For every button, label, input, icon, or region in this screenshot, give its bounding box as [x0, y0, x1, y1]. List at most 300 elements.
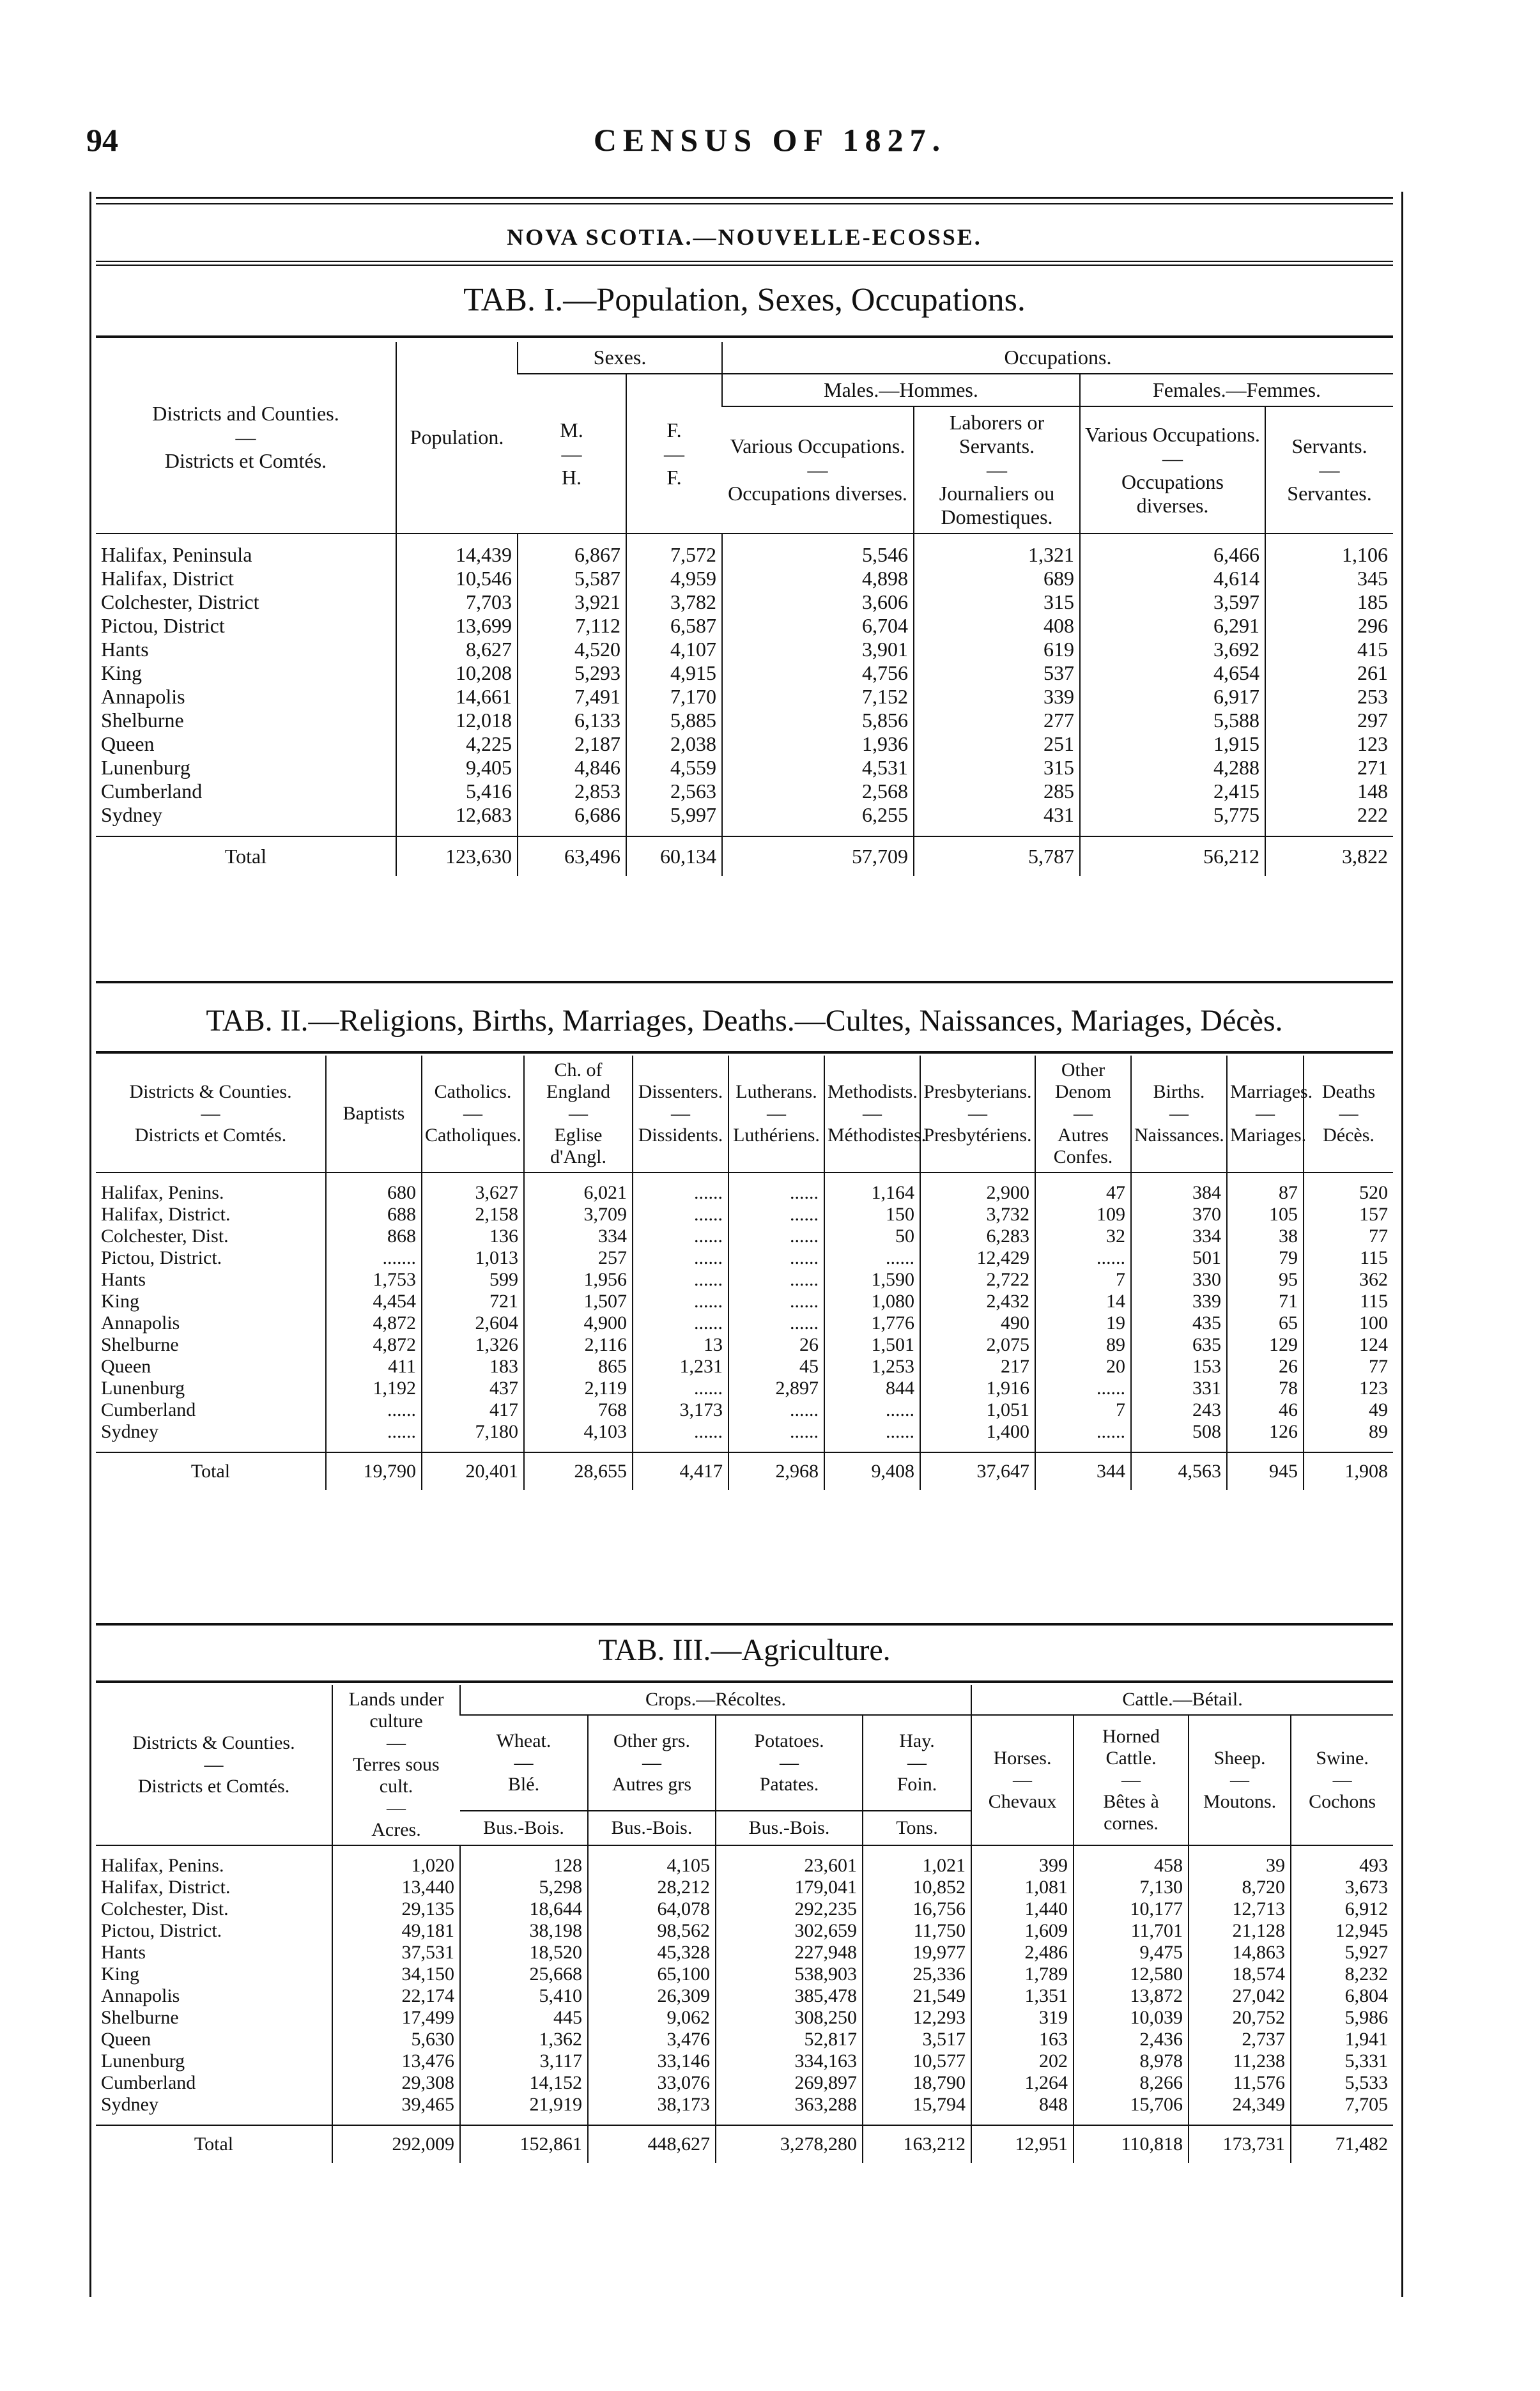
value-cell: 1,956: [524, 1269, 633, 1291]
value-cell: 251: [914, 732, 1080, 756]
value-cell: 5,588: [1080, 709, 1265, 732]
value-cell: 339: [1131, 1291, 1227, 1312]
value-cell: 8,978: [1074, 2050, 1189, 2072]
tab1-various-header: Various Occupations. — Occupations diverses.: [722, 406, 914, 534]
value-cell: .......: [326, 1247, 422, 1269]
value-cell: 431: [914, 803, 1080, 836]
value-cell: 18,790: [863, 2072, 971, 2094]
value-cell: 1,106: [1265, 534, 1393, 567]
tab1-district-header: Districts and Counties. — Districts et Comtés.: [96, 342, 396, 534]
total-value: 1,908: [1304, 1452, 1393, 1490]
value-cell: ......: [728, 1399, 824, 1421]
table-row: [96, 590, 1393, 614]
tab3-crops-header: Crops.—Récoltes.: [460, 1685, 971, 1715]
table-row: [96, 1964, 1393, 1985]
value-cell: 5,775: [1080, 803, 1265, 836]
table-row: [96, 1247, 1393, 1269]
value-cell: 1,192: [326, 1378, 422, 1399]
total-value: 63,496: [518, 836, 626, 876]
value-cell: 5,416: [396, 780, 518, 803]
value-cell: 2,436: [1074, 2029, 1189, 2050]
value-cell: 21,128: [1189, 1920, 1291, 1942]
district-name-cell: Halifax, District: [101, 567, 234, 590]
table-row: [96, 1378, 1393, 1399]
tab3-title: TAB. III.—Agriculture.: [598, 1633, 891, 1667]
table-row: [96, 567, 1393, 590]
value-cell: 7,572: [626, 534, 722, 567]
table-row: [96, 1985, 1393, 2007]
value-cell: 1,264: [971, 2072, 1074, 2094]
value-cell: 411: [326, 1356, 422, 1378]
value-cell: 6,021: [524, 1172, 633, 1204]
value-cell: 5,927: [1291, 1942, 1393, 1964]
value-cell: 15,794: [863, 2094, 971, 2125]
value-cell: 243: [1131, 1399, 1227, 1421]
district-name-cell: King: [101, 1964, 139, 1985]
district-name-cell: Annapolis: [101, 1312, 180, 1334]
value-cell: 148: [1265, 780, 1393, 803]
table-row: [96, 1226, 1393, 1247]
value-cell: 150: [824, 1204, 920, 1226]
value-cell: 3,732: [920, 1204, 1035, 1226]
value-cell: 13,699: [396, 614, 518, 638]
table-row: [96, 2050, 1393, 2072]
value-cell: 5,630: [332, 2029, 460, 2050]
table-row: [96, 1356, 1393, 1378]
value-cell: 89: [1304, 1421, 1393, 1452]
value-cell: 153: [1131, 1356, 1227, 1378]
value-cell: 105: [1227, 1204, 1304, 1226]
total-label: Total: [96, 1452, 326, 1490]
value-cell: 38,173: [588, 2094, 716, 2125]
value-cell: ......: [1035, 1247, 1131, 1269]
value-cell: ......: [728, 1226, 824, 1247]
value-cell: 37,531: [332, 1942, 460, 1964]
value-cell: 129: [1227, 1334, 1304, 1356]
value-cell: 33,146: [588, 2050, 716, 2072]
value-cell: 1,013: [422, 1247, 524, 1269]
district-name-cell: Cumberland: [101, 2072, 196, 2093]
value-cell: 384: [1131, 1172, 1227, 1204]
value-cell: 4,105: [588, 1845, 716, 1877]
district-name-cell: Sydney: [101, 803, 162, 826]
tab2-column-header: Other Denom — Autres Confes.: [1035, 1056, 1131, 1172]
value-cell: 65: [1227, 1312, 1304, 1334]
running-title: CENSUS OF 1827.: [593, 122, 947, 158]
value-cell: 12,293: [863, 2007, 971, 2029]
value-cell: 5,410: [460, 1985, 588, 2007]
value-cell: ......: [728, 1291, 824, 1312]
value-cell: 50: [824, 1226, 920, 1247]
value-cell: 12,018: [396, 709, 518, 732]
value-cell: 6,255: [722, 803, 914, 836]
value-cell: 865: [524, 1356, 633, 1378]
table-row: [96, 756, 1393, 780]
value-cell: 136: [422, 1226, 524, 1247]
total-row: [96, 836, 1393, 876]
tab3-potatoes-unit: Bus.-Bois.: [716, 1811, 863, 1845]
value-cell: 1,362: [460, 2029, 588, 2050]
value-cell: 261: [1265, 661, 1393, 685]
value-cell: 29,135: [332, 1898, 460, 1920]
value-cell: 6,466: [1080, 534, 1265, 567]
value-cell: 10,177: [1074, 1898, 1189, 1920]
value-cell: 10,546: [396, 567, 518, 590]
total-value: 163,212: [863, 2125, 971, 2163]
value-cell: 271: [1265, 756, 1393, 780]
value-cell: 3,173: [633, 1399, 728, 1421]
value-cell: ......: [824, 1421, 920, 1452]
value-cell: 1,051: [920, 1399, 1035, 1421]
tab2-column-header: Catholics. — Catholiques.: [422, 1056, 524, 1172]
value-cell: 6,587: [626, 614, 722, 638]
value-cell: 98,562: [588, 1920, 716, 1942]
value-cell: 12,580: [1074, 1964, 1189, 1985]
value-cell: 5,856: [722, 709, 914, 732]
value-cell: 6,804: [1291, 1985, 1393, 2007]
tab1-m-header: M. — H.: [518, 374, 626, 534]
value-cell: 4,846: [518, 756, 626, 780]
value-cell: 20,752: [1189, 2007, 1291, 2029]
value-cell: 222: [1265, 803, 1393, 836]
value-cell: 3,673: [1291, 1877, 1393, 1898]
table-row: [96, 709, 1393, 732]
total-value: 292,009: [332, 2125, 460, 2163]
table-row: [96, 780, 1393, 803]
tab2-column-header: Dissenters. — Dissidents.: [633, 1056, 728, 1172]
value-cell: ......: [633, 1172, 728, 1204]
tab1-servants-header: Servants. — Servantes.: [1265, 406, 1393, 534]
total-value: 2,968: [728, 1452, 824, 1490]
value-cell: 7,705: [1291, 2094, 1393, 2125]
value-cell: ......: [633, 1204, 728, 1226]
value-cell: 100: [1304, 1312, 1393, 1334]
district-name-cell: Queen: [101, 732, 155, 755]
value-cell: 302,659: [716, 1920, 863, 1942]
value-cell: 1,776: [824, 1312, 920, 1334]
value-cell: ......: [824, 1247, 920, 1269]
value-cell: 14,863: [1189, 1942, 1291, 1964]
value-cell: 1,231: [633, 1356, 728, 1378]
value-cell: 680: [326, 1172, 422, 1204]
value-cell: 3,117: [460, 2050, 588, 2072]
value-cell: 38: [1227, 1226, 1304, 1247]
total-row: [96, 2125, 1393, 2163]
total-value: 28,655: [524, 1452, 633, 1490]
value-cell: 14,439: [396, 534, 518, 567]
value-cell: 4,756: [722, 661, 914, 685]
tab1-occupations-header: Occupations.: [722, 342, 1393, 374]
value-cell: 27,042: [1189, 1985, 1291, 2007]
value-cell: 868: [326, 1226, 422, 1247]
value-cell: 13,872: [1074, 1985, 1189, 2007]
value-cell: 296: [1265, 614, 1393, 638]
value-cell: 18,644: [460, 1898, 588, 1920]
value-cell: 4,654: [1080, 661, 1265, 685]
value-cell: 2,415: [1080, 780, 1265, 803]
value-cell: 9,475: [1074, 1942, 1189, 1964]
tab2-column-header: Lutherans. — Luthériens.: [728, 1056, 824, 1172]
value-cell: 16,756: [863, 1898, 971, 1920]
value-cell: 285: [914, 780, 1080, 803]
table-row: [96, 803, 1393, 836]
table-row: [96, 1172, 1393, 1204]
value-cell: 13: [633, 1334, 728, 1356]
value-cell: 490: [920, 1312, 1035, 1334]
district-name-cell: Sydney: [101, 1421, 158, 1442]
table-row: [96, 638, 1393, 661]
value-cell: 3,476: [588, 2029, 716, 2050]
value-cell: 3,627: [422, 1172, 524, 1204]
table-row: [96, 1877, 1393, 1898]
value-cell: 7: [1035, 1269, 1131, 1291]
value-cell: 334,163: [716, 2050, 863, 2072]
value-cell: 10,852: [863, 1877, 971, 1898]
table-row: [96, 1269, 1393, 1291]
value-cell: 39: [1189, 1845, 1291, 1877]
value-cell: 4,454: [326, 1291, 422, 1312]
value-cell: ......: [728, 1421, 824, 1452]
value-cell: 2,038: [626, 732, 722, 756]
tab3-cattle-header: Cattle.—Bétail.: [971, 1685, 1393, 1715]
value-cell: 3,921: [518, 590, 626, 614]
value-cell: 19: [1035, 1312, 1131, 1334]
value-cell: 4,959: [626, 567, 722, 590]
value-cell: 599: [422, 1269, 524, 1291]
value-cell: 370: [1131, 1204, 1227, 1226]
value-cell: 635: [1131, 1334, 1227, 1356]
tab2-rule: [96, 1051, 1393, 1054]
value-cell: 38,198: [460, 1920, 588, 1942]
value-cell: 4,288: [1080, 756, 1265, 780]
value-cell: 2,119: [524, 1378, 633, 1399]
tab2-title: TAB. II.—Religions, Births, Marriages, Deaths.—Cultes, Naissances, Mariages, Décès.: [206, 1004, 1283, 1038]
value-cell: 721: [422, 1291, 524, 1312]
value-cell: 12,945: [1291, 1920, 1393, 1942]
value-cell: 95: [1227, 1269, 1304, 1291]
value-cell: 4,900: [524, 1312, 633, 1334]
total-value: 945: [1227, 1452, 1304, 1490]
value-cell: 227,948: [716, 1942, 863, 1964]
value-cell: 89: [1035, 1334, 1131, 1356]
value-cell: 4,107: [626, 638, 722, 661]
tab1-body: [96, 534, 1393, 876]
total-value: 56,212: [1080, 836, 1265, 876]
value-cell: 4,520: [518, 638, 626, 661]
value-cell: 217: [920, 1356, 1035, 1378]
value-cell: 1,400: [920, 1421, 1035, 1452]
value-cell: 26: [728, 1334, 824, 1356]
total-value: 57,709: [722, 836, 914, 876]
value-cell: 5,293: [518, 661, 626, 685]
value-cell: 2,563: [626, 780, 722, 803]
value-cell: 11,238: [1189, 2050, 1291, 2072]
value-cell: 6,917: [1080, 685, 1265, 709]
value-cell: 3,782: [626, 590, 722, 614]
total-value: 344: [1035, 1452, 1131, 1490]
value-cell: 5,997: [626, 803, 722, 836]
value-cell: 8,232: [1291, 1964, 1393, 1985]
value-cell: 11,750: [863, 1920, 971, 1942]
district-name-cell: Halifax, Penins.: [101, 1855, 224, 1876]
district-name-cell: King: [101, 661, 142, 684]
value-cell: ......: [728, 1312, 824, 1334]
value-cell: 334: [524, 1226, 633, 1247]
value-cell: ......: [1035, 1421, 1131, 1452]
value-cell: 14,152: [460, 2072, 588, 2094]
value-cell: 4,898: [722, 567, 914, 590]
value-cell: 4,915: [626, 661, 722, 685]
table-row: [96, 1312, 1393, 1334]
value-cell: 297: [1265, 709, 1393, 732]
tab2-column-header: Methodists. — Méthodistes.: [824, 1056, 920, 1172]
value-cell: ......: [633, 1247, 728, 1269]
table-row: [96, 2007, 1393, 2029]
value-cell: 157: [1304, 1204, 1393, 1226]
value-cell: 19,977: [863, 1942, 971, 1964]
value-cell: 4,872: [326, 1312, 422, 1334]
table-row: [96, 732, 1393, 756]
value-cell: 2,116: [524, 1334, 633, 1356]
value-cell: 844: [824, 1378, 920, 1399]
value-cell: 537: [914, 661, 1080, 685]
value-cell: 257: [524, 1247, 633, 1269]
total-value: 4,417: [633, 1452, 728, 1490]
value-cell: 12,429: [920, 1247, 1035, 1269]
value-cell: 253: [1265, 685, 1393, 709]
value-cell: 315: [914, 756, 1080, 780]
tab2-bottom-rule: [96, 1623, 1393, 1626]
page-number: 94: [86, 122, 118, 158]
value-cell: 77: [1304, 1226, 1393, 1247]
value-cell: 17,499: [332, 2007, 460, 2029]
value-cell: ......: [728, 1172, 824, 1204]
value-cell: 47: [1035, 1172, 1131, 1204]
value-cell: 6,704: [722, 614, 914, 638]
value-cell: 2,432: [920, 1291, 1035, 1312]
value-cell: 7,703: [396, 590, 518, 614]
value-cell: 768: [524, 1399, 633, 1421]
tab2-column-header: Baptists: [326, 1056, 422, 1172]
table-row: [96, 1898, 1393, 1920]
tab3-wheat-header: Wheat. — Blé.: [460, 1715, 588, 1811]
value-cell: 1,916: [920, 1378, 1035, 1399]
tab2-column-header: Presbyterians. — Presbytériens.: [920, 1056, 1035, 1172]
value-cell: 6,912: [1291, 1898, 1393, 1920]
value-cell: 20: [1035, 1356, 1131, 1378]
value-cell: 1,253: [824, 1356, 920, 1378]
value-cell: 319: [971, 2007, 1074, 2029]
value-cell: 331: [1131, 1378, 1227, 1399]
district-name-cell: Annapolis: [101, 1985, 180, 2006]
value-cell: 1,326: [422, 1334, 524, 1356]
value-cell: 6,283: [920, 1226, 1035, 1247]
value-cell: 23,601: [716, 1845, 863, 1877]
value-cell: 4,531: [722, 756, 914, 780]
tab1-title: TAB. I.—Population, Sexes, Occupations.: [463, 282, 1026, 318]
value-cell: 538,903: [716, 1964, 863, 1985]
value-cell: 1,789: [971, 1964, 1074, 1985]
table-row: [96, 614, 1393, 638]
top-rule-thin: [96, 203, 1393, 204]
value-cell: 9,405: [396, 756, 518, 780]
value-cell: 308,250: [716, 2007, 863, 2029]
value-cell: 5,331: [1291, 2050, 1393, 2072]
total-value: 60,134: [626, 836, 722, 876]
value-cell: 415: [1265, 638, 1393, 661]
table-row: [96, 1421, 1393, 1452]
value-cell: ......: [728, 1269, 824, 1291]
value-cell: 11,701: [1074, 1920, 1189, 1942]
value-cell: 2,853: [518, 780, 626, 803]
value-cell: 179,041: [716, 1877, 863, 1898]
value-cell: 52,817: [716, 2029, 863, 2050]
value-cell: 4,225: [396, 732, 518, 756]
value-cell: 417: [422, 1399, 524, 1421]
total-value: 448,627: [588, 2125, 716, 2163]
tab3-table: [96, 1685, 1393, 2163]
tab2-column-header: Ch. of England — Eglise d'Angl.: [524, 1056, 633, 1172]
total-value: 123,630: [396, 836, 518, 876]
value-cell: 1,351: [971, 1985, 1074, 2007]
total-value: 4,563: [1131, 1452, 1227, 1490]
table-row: [96, 534, 1393, 567]
value-cell: 1,590: [824, 1269, 920, 1291]
value-cell: 65,100: [588, 1964, 716, 1985]
value-cell: 115: [1304, 1291, 1393, 1312]
district-name-cell: Pictou, District: [101, 614, 225, 637]
value-cell: 64,078: [588, 1898, 716, 1920]
tab2-column-header: Marriages. — Mariages.: [1227, 1056, 1304, 1172]
tab3-hay-header: Hay. — Foin.: [863, 1715, 971, 1811]
value-cell: 3,709: [524, 1204, 633, 1226]
total-value: 3,822: [1265, 836, 1393, 876]
value-cell: 26,309: [588, 1985, 716, 2007]
tab3-horses-header: Horses. — Chevaux: [971, 1715, 1074, 1845]
tab2-body: [96, 1172, 1393, 1490]
tab3-body: [96, 1845, 1393, 2163]
value-cell: 123: [1304, 1378, 1393, 1399]
value-cell: 7,180: [422, 1421, 524, 1452]
total-value: 5,787: [914, 836, 1080, 876]
tab3-horned-header: Horned Cattle. — Bêtes à cornes.: [1074, 1715, 1189, 1845]
tab1-rule: [96, 335, 1393, 338]
value-cell: 49: [1304, 1399, 1393, 1421]
value-cell: 1,753: [326, 1269, 422, 1291]
value-cell: ......: [326, 1399, 422, 1421]
top-rule: [96, 197, 1393, 199]
value-cell: 2,900: [920, 1172, 1035, 1204]
value-cell: 2,158: [422, 1204, 524, 1226]
value-cell: 689: [914, 567, 1080, 590]
value-cell: 22,174: [332, 1985, 460, 2007]
value-cell: ......: [326, 1421, 422, 1452]
value-cell: 2,568: [722, 780, 914, 803]
value-cell: 493: [1291, 1845, 1393, 1877]
value-cell: 78: [1227, 1378, 1304, 1399]
value-cell: 1,609: [971, 1920, 1074, 1942]
tab1-laborers-header: Laborers or Servants. — Journaliers ou Domestiques.: [914, 406, 1080, 534]
value-cell: 1,321: [914, 534, 1080, 567]
value-cell: ......: [633, 1312, 728, 1334]
province-rule: [96, 261, 1393, 262]
value-cell: 277: [914, 709, 1080, 732]
total-value: 20,401: [422, 1452, 524, 1490]
value-cell: 3,901: [722, 638, 914, 661]
value-cell: 1,501: [824, 1334, 920, 1356]
value-cell: 292,235: [716, 1898, 863, 1920]
district-name-cell: Lunenburg: [101, 756, 190, 779]
